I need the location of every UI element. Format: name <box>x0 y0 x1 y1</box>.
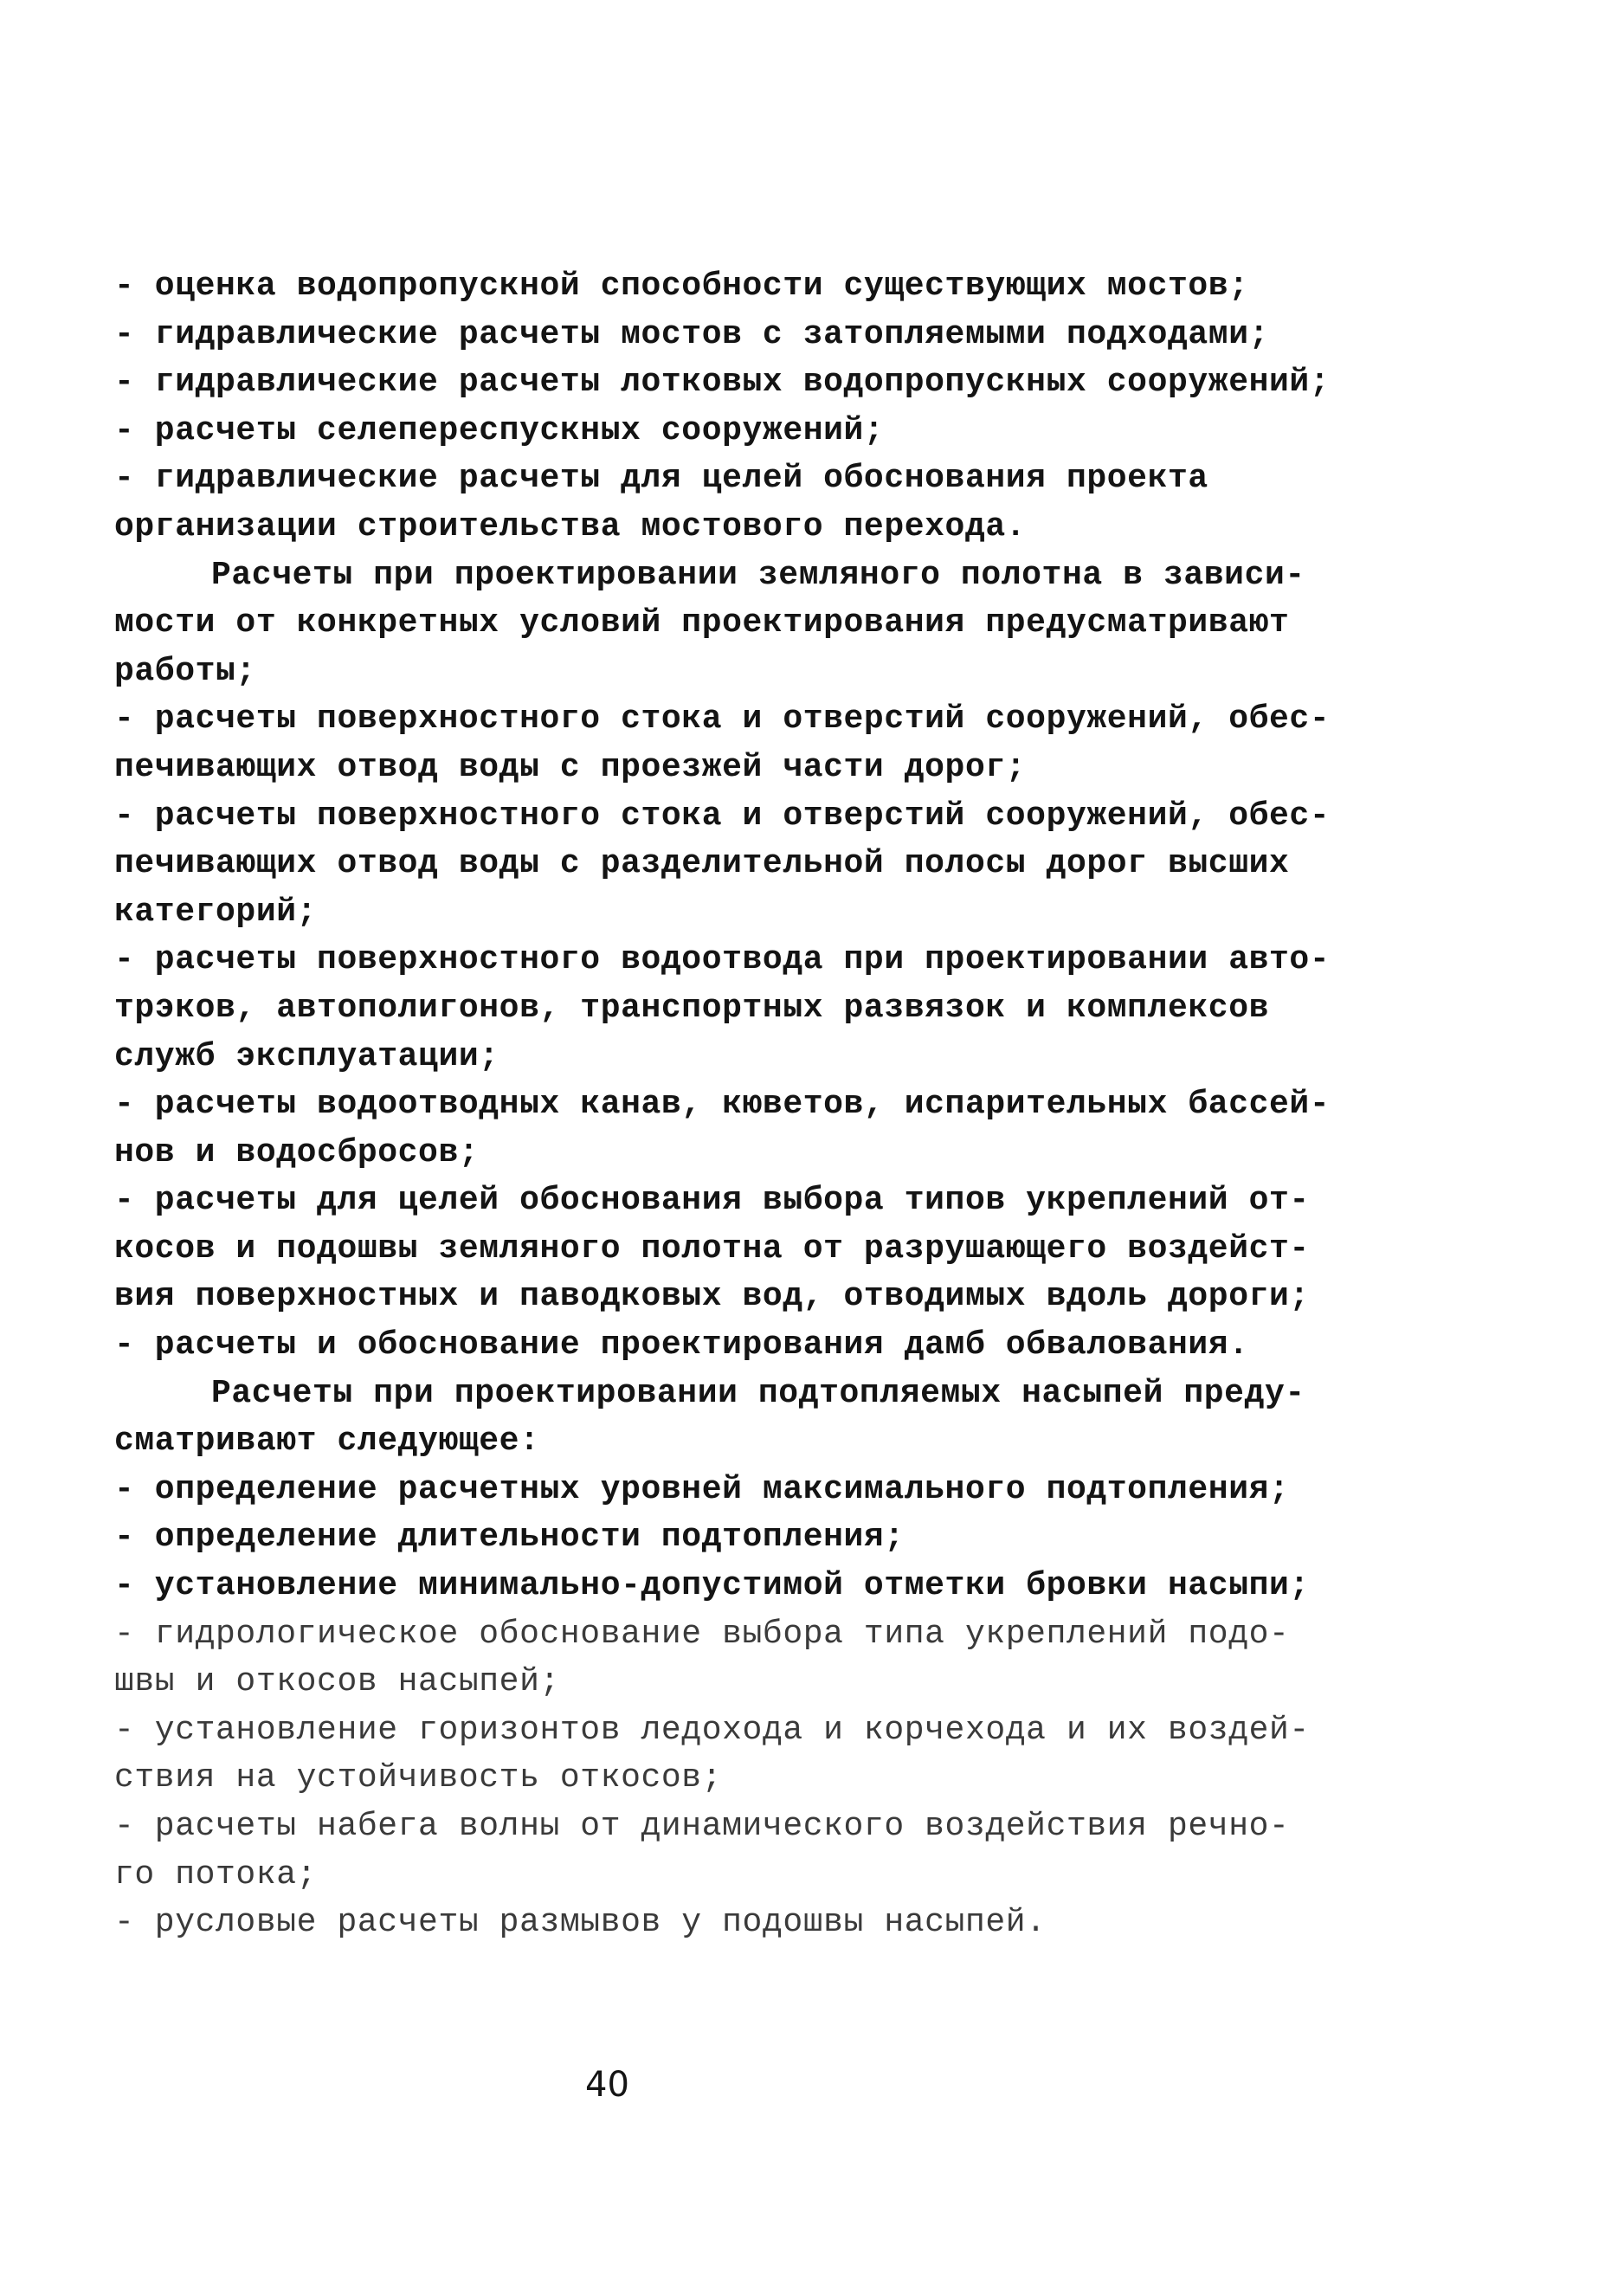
list-item: - гидравлические расчеты мостов с затопляемыми подходами; <box>114 315 1270 353</box>
text-line: сматривают следующее: <box>114 1422 540 1461</box>
text-line: вия поверхностных и паводковых вод, отводимых вдоль дороги; <box>114 1278 1310 1316</box>
body-text <box>114 262 1534 1947</box>
list-item: - оценка водопропускной способности существующих мостов; <box>114 268 1249 305</box>
list-item: - расчеты поверхностного стока и отверстий сооружений, обес- <box>114 797 1331 835</box>
list-item: - гидравлические расчеты для целей обоснования проекта <box>114 460 1208 498</box>
text-line: печивающих отвод воды с проезжей части дорог; <box>114 748 1027 786</box>
list-item: - расчеты селепереспускных сооружений; <box>114 411 885 449</box>
list-item: - определение расчетных уровней максимального подтопления; <box>114 1470 1290 1508</box>
list-item: - расчеты и обоснование проектирования дамб обвалования. <box>114 1326 1249 1364</box>
list-item: - русловые расчеты размывов у подошвы насыпей. <box>114 1904 1047 1942</box>
text-line: мости от конкретных условий проектирования предусматривают <box>114 604 1290 642</box>
text-line: ствия на устойчивость откосов; <box>114 1759 723 1797</box>
list-item: - расчеты водоотводных канав, кюветов, испарительных бассей- <box>114 1086 1331 1124</box>
paragraph-start: Расчеты при проектировании земляного полотна в зависи- <box>211 556 1305 594</box>
text-line: трэков, автополигонов, транспортных развязок и комплексов <box>114 989 1270 1027</box>
text-line: го потока; <box>114 1855 318 1893</box>
text-line: печивающих отвод воды с разделительной полосы дорог высших <box>114 845 1290 883</box>
text-line: категорий; <box>114 893 318 931</box>
text-line: работы; <box>114 652 256 690</box>
text-line: служб эксплуатации; <box>114 1037 499 1075</box>
list-item: - определение длительности подтопления; <box>114 1519 905 1557</box>
list-item: - установление горизонтов ледохода и корчехода и их воздей- <box>114 1711 1310 1749</box>
list-item: - гидравлические расчеты лотковых водопропускных сооружений; <box>114 364 1331 402</box>
list-item: - расчеты поверхностного стока и отверстий сооружений, обес- <box>114 700 1331 739</box>
text-line: организации строительства мостового перехода. <box>114 507 1027 545</box>
paragraph-start: Расчеты при проектировании подтопляемых насыпей преду- <box>211 1374 1305 1412</box>
list-item: - гидрологическое обоснование выбора типа укреплений подо- <box>114 1615 1290 1653</box>
list-item: - установление минимально-допустимой отметки бровки насыпи; <box>114 1567 1310 1605</box>
page-number: 40 <box>585 2065 629 2105</box>
text-line: швы и откосов насыпей; <box>114 1663 560 1701</box>
text-line: нов и водосбросов; <box>114 1133 480 1171</box>
list-item: - расчеты для целей обоснования выбора типов укреплений от- <box>114 1182 1310 1220</box>
text-line: косов и подошвы земляного полотна от разрушающего воздейст- <box>114 1229 1310 1268</box>
list-item: - расчеты поверхностного водоотвода при проектировании авто- <box>114 941 1331 979</box>
list-item: - расчеты набега волны от динамического воздействия речно- <box>114 1808 1290 1845</box>
